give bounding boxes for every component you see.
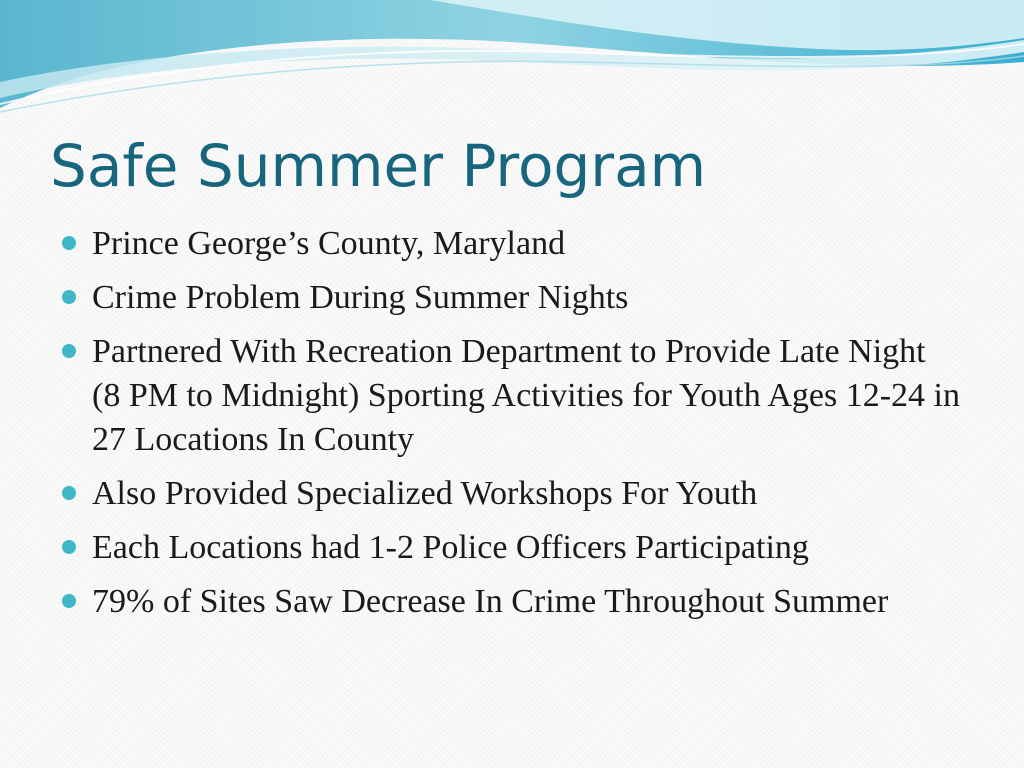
bullet-item bbox=[62, 526, 962, 570]
slide-title: Safe Summer Program bbox=[50, 132, 707, 200]
bullet-dot-icon bbox=[62, 594, 76, 608]
bullet-item bbox=[62, 472, 962, 516]
bullet-text: Also Provided Specialized Workshops For Youth bbox=[92, 475, 758, 512]
bullet-dot-icon bbox=[62, 290, 76, 304]
bullet-dot-icon bbox=[62, 344, 76, 358]
bullet-item bbox=[62, 580, 962, 624]
bullet-text: 79% of Sites Saw Decrease In Crime Throughout Summer bbox=[92, 583, 889, 620]
bullet-item bbox=[62, 330, 962, 462]
bullet-text: Prince George’s County, Maryland bbox=[92, 225, 566, 262]
bullet-item bbox=[62, 222, 962, 266]
bullet-text: Partnered With Recreation Department to Provide Late Night (8 PM to Midnight) Sporting Activities for Youth Ages 12-24 in 27 Locations In County bbox=[92, 333, 960, 458]
bullet-dot-icon bbox=[62, 486, 76, 500]
bullet-text: Each Locations had 1-2 Police Officers Participating bbox=[92, 529, 809, 566]
bullet-dot-icon bbox=[62, 236, 76, 250]
bullet-text: Crime Problem During Summer Nights bbox=[92, 279, 629, 316]
bullet-list bbox=[62, 222, 962, 634]
bullet-dot-icon bbox=[62, 540, 76, 554]
wave-header-decoration bbox=[0, 0, 1024, 120]
bullet-item bbox=[62, 276, 962, 320]
